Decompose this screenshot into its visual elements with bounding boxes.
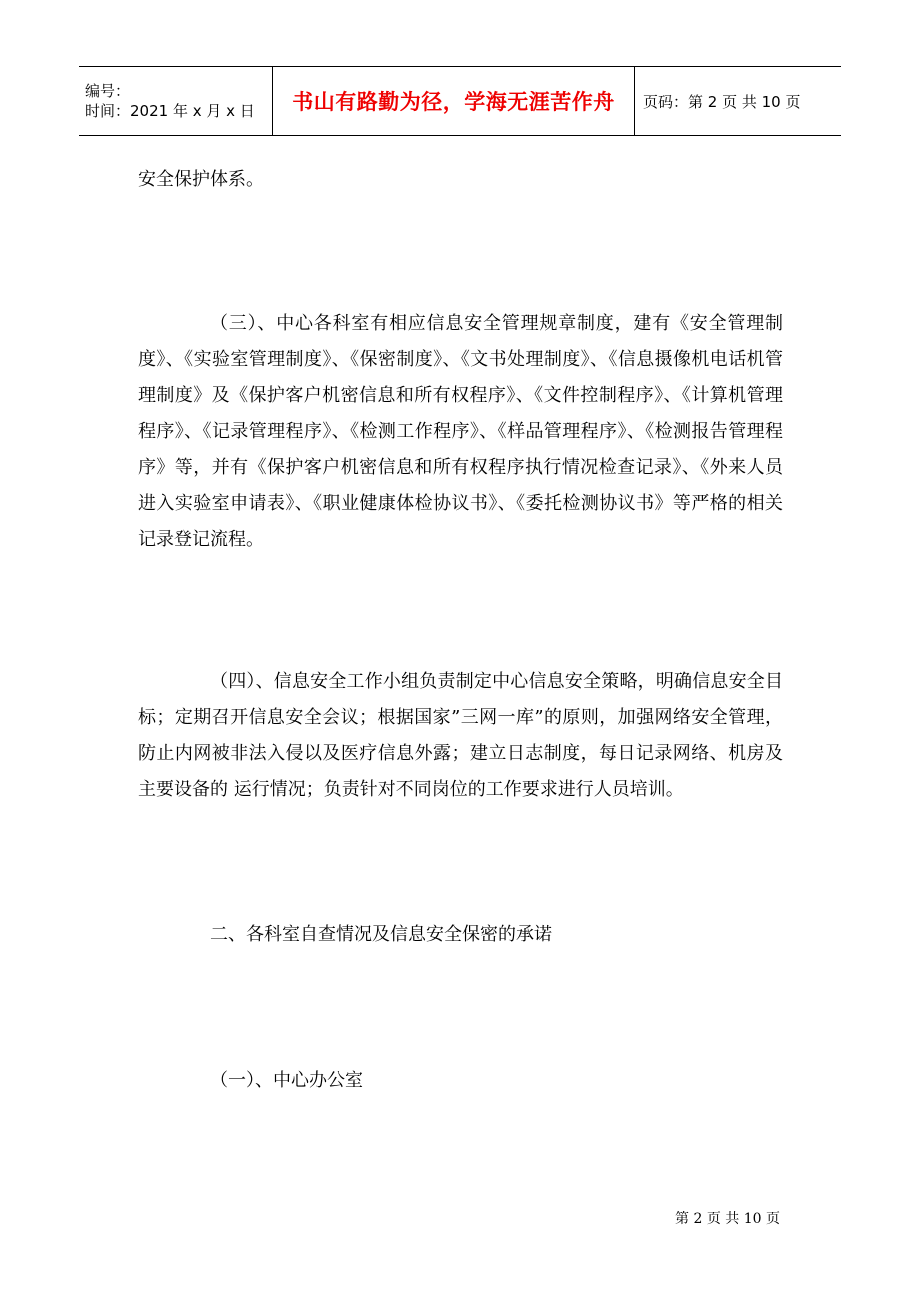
paragraph-section-three: （三）、中心各科室有相应信息安全管理规章制度，建有《安全管理制度》、《实验室管理制度》、《保密制度》、《文书处理制度》、《信息摄像机电话机管理制度》及《保护客户机密信息和所有权程序》、《文件控制程序》、《计算机管理程序》、《记录管理程序》、《检测工作程序》、《样品管理程序》、《检测报告管理程序》等，并有《保护客户机密信息和所有权程序执行情况检查记录》、《外来人员进入实验室申请表》、《职业健康体检协议书》、《委托检测协议书》等严格的相关记录登记流程。 xyxy=(138,313,783,550)
date-label: 时间：2021 年 x 月 x 日 xyxy=(85,102,255,120)
number-label: 编号： xyxy=(85,82,131,100)
header-meta-cell xyxy=(79,67,273,135)
document-header xyxy=(79,66,841,136)
header-motto-cell xyxy=(273,67,635,135)
paragraph-continuation: 安全保护体系。 xyxy=(138,169,264,190)
heading-section-two: 二、各科室自查情况及信息安全保密的承诺 xyxy=(210,924,552,945)
page-footer: 第 2 页 共 10 页 xyxy=(675,1211,780,1227)
header-page-label: 页码：第 2 页 共 10 页 xyxy=(643,92,801,111)
motto-text: 书山有路勤为径，学海无涯苦作舟 xyxy=(292,89,615,114)
paragraph-section-four: （四）、信息安全工作小组负责制定中心信息安全策略，明确信息安全目标；定期召开信息安全会议；根据国家”三网一库”的原则，加强网络安全管理，防止内网被非法入侵以及医疗信息外露；建立日志制度，每日记录网络、机房及主要设备的 运行情况；负责针对不同岗位的工作要求进行人员培训。 xyxy=(138,671,783,800)
heading-subsection-one: （一）、中心办公室 xyxy=(210,1070,363,1091)
header-page-cell xyxy=(635,67,841,135)
